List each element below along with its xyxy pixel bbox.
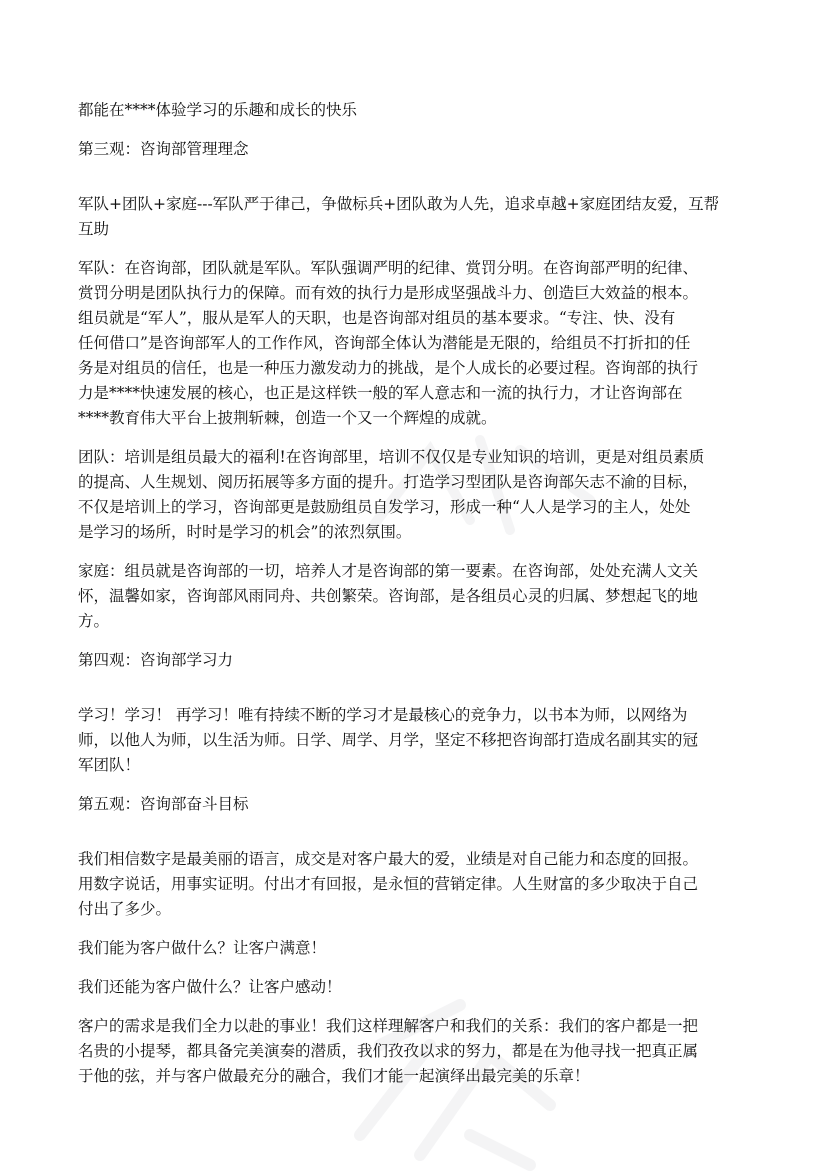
text-line: 的提高、人生规划、阅历拓展等多方面的提升。打造学习型团队是咨询部矢志不渝的目标， [78,473,699,491]
text-line: 团队：培训是组员最大的福利!在咨询部里，培训不仅仅是专业知识的培训，更是对组员素质 [78,448,705,466]
text-line: 师，以他人为师，以生活为师。日学、周学、月学，坚定不移把咨询部打造成名副其实的冠 [78,731,699,749]
text-line: ****教育伟大平台上披荆斩棘，创造一个又一个辉煌的成就。 [78,409,497,427]
text-line: 是学习的场所，时时是学习的机会”的浓烈氛围。 [78,523,412,541]
closing-paragraph [78,1014,758,1089]
numbers-paragraph [78,847,758,922]
learning-paragraph [78,703,758,778]
section-heading-third: 第三观：咨询部管理理念 [78,140,249,158]
text-line: 学习！学习！ 再学习！唯有持续不断的学习才是最核心的竞争力，以书本为师，以网络为 [78,706,688,724]
text-line: 客户的需求是我们全力以赴的事业！我们这样理解客户和我们的关系：我们的客户都是一把 [78,1017,699,1035]
text-line: 力是****快速发展的核心，也正是这样铁一般的军人意志和一流的执行力，才让咨询部在 [78,384,683,402]
text-line: 家庭：组员就是咨询部的一切，培养人才是咨询部的第一要素。在咨询部，处处充满人文关 [78,562,699,580]
text-line: 怀，温馨如家，咨询部风雨同舟、共创繁荣。咨询部，是各组员心灵的归属、梦想起飞的地 [78,587,699,605]
text-line: 军队：在咨询部，团队就是军队。军队强调严明的纪律、赏罚分明。在咨询部严明的纪律、 [78,259,699,277]
section-heading-fourth: 第四观：咨询部学习力 [78,651,234,669]
text-line: 互助 [78,220,110,238]
text-line: 军队+团队+家庭---军队严于律己，争做标兵+团队敢为人先，追求卓越+家庭团结友爱，互帮 [78,195,720,213]
section-heading-fifth: 第五观：咨询部奋斗目标 [78,795,249,813]
text-line: 付出了多少。 [78,900,172,918]
text-line: 组员就是“军人”，服从是军人的天职，也是咨询部对组员的基本要求。“专注、快、没有 [78,309,676,327]
text-line: 用数字说话，用事实证明。付出才有回报，是永恒的营销定律。人生财富的多少取决于自己 [78,875,699,893]
question-line: 我们能为客户做什么？让客户满意！ [78,939,327,957]
text-line: 方。 [78,612,110,630]
text-line: 军团队！ [78,756,141,774]
intro-line: 都能在****体验学习的乐趣和成长的快乐 [78,101,358,119]
text-line: 名贵的小提琴，都具备完美演奏的潜质，我们孜孜以求的努力，都是在为他寻找一把真正属 [78,1042,699,1060]
family-paragraph [78,559,758,634]
document-body [78,98,758,1089]
text-line: 赏罚分明是团队执行力的保障。而有效的执行力是形成坚强战斗力、创造巨大效益的根本。 [78,284,699,302]
text-line: 务是对组员的信任，也是一种压力激发动力的挑战，是个人成长的必要过程。咨询部的执行 [78,359,699,377]
text-line: 任何借口”是咨询部军人的工作作风，咨询部全体认为潜能是无限的，给组员不打折扣的任 [78,334,691,352]
motto-paragraph [78,192,758,242]
text-line: 我们相信数字是最美丽的语言，成交是对客户最大的爱，业绩是对自己能力和态度的回报。 [78,850,699,868]
question-line: 我们还能为客户做什么？让客户感动！ [78,978,342,996]
team-paragraph [78,445,758,545]
army-paragraph [78,256,758,431]
text-line: 不仅是培训上的学习，咨询部更是鼓励组员自发学习，形成一种“人人是学习的主人，处处 [78,498,691,516]
text-line: 于他的弦，并与客户做最充分的融合，我们才能一起演绎出最完美的乐章！ [78,1067,590,1085]
